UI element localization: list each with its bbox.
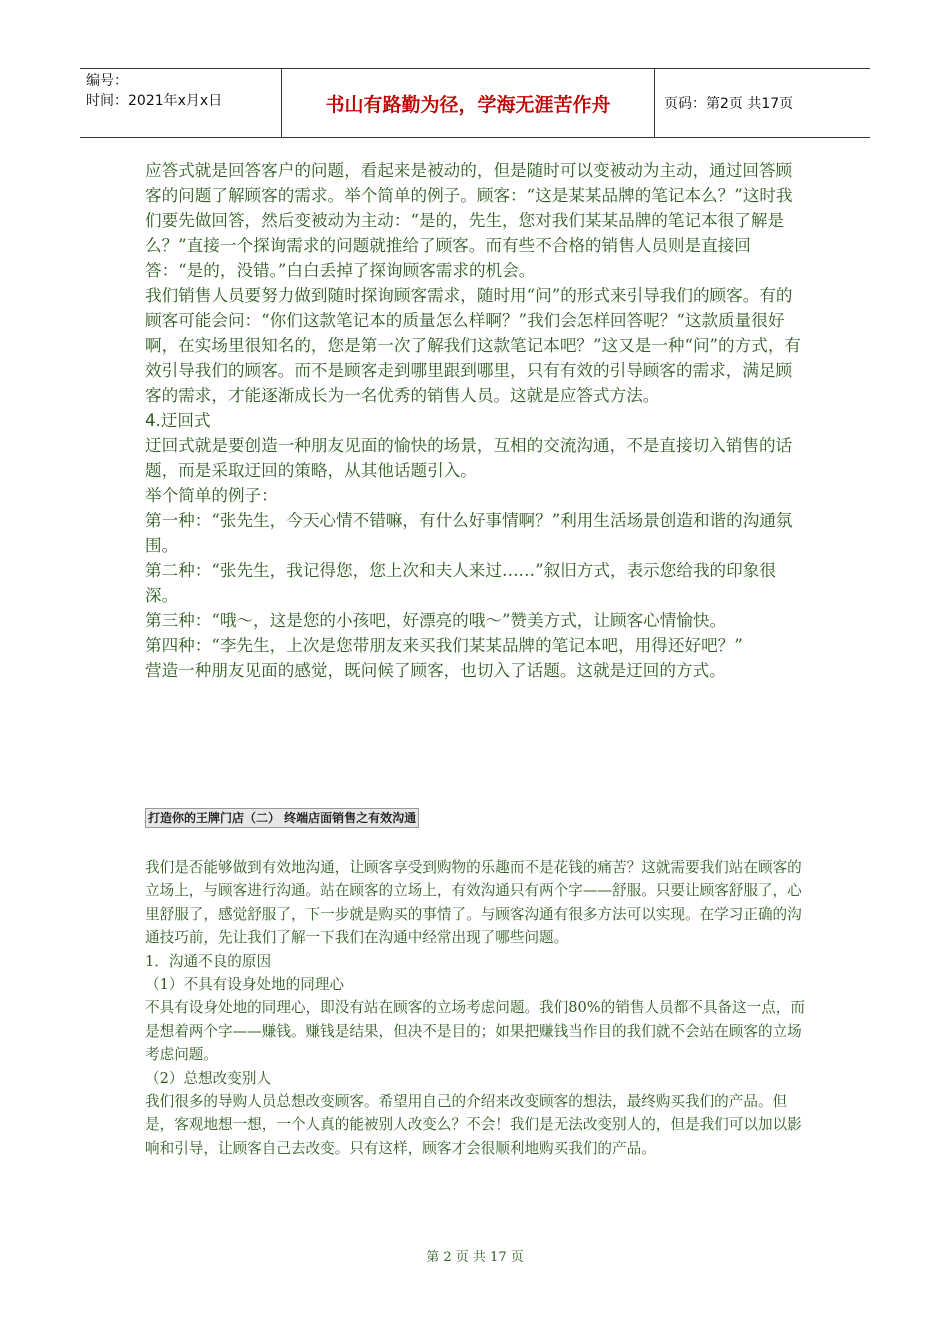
paragraph: 应答式就是回答客户的问题，看起来是被动的，但是随时可以变被动为主动，通过回答顾客的问题了解顾客的需求。举个简单的例子。顾客：“这是某某品牌的笔记本么？”这时我们要先做回答，然后变被动为主动：“是的，先生，您对我们某某品牌的笔记本很了解是么？”直接一个探询需求的问题就推给了顾客。而有些不合格的销售人员则是直接回答：“是的，没错。”白白丢掉了探询顾客需求的机会。 (145, 161, 793, 280)
paragraph: 我们销售人员要努力做到随时探询顾客需求，随时用“问”的形式来引导我们的顾客。有的顾客可能会问：“你们这款笔记本的质量怎么样啊？”我们会怎样回答呢？“这款质量很好啊，在实场里很知名的，您是第一次了解我们这款笔记本吧？”这又是一种“问”的方式，有效引导我们的顾客。而不是顾客走到哪里跟到哪里，只有有效的引导顾客的需求，满足顾客的需求，才能逐渐成长为一名优秀的销售人员。这就是应答式方法。 (145, 286, 802, 405)
paragraph: 第一种：“张先生，今天心情不错嘛，有什么好事情啊？”利用生活场景创造和谐的沟通氛围。 (145, 511, 793, 555)
subheading: （1）不具有设身处地的同理心 (145, 976, 345, 994)
paragraph: 我们是否能够做到有效地沟通，让顾客享受到购物的乐趣而不是花钱的痛苦？这就需要我们站在顾客的立场上，与顾客进行沟通。站在顾客的立场上，有效沟通只有两个字——舒服。只要让顾客舒服了，心里舒服了，感觉舒服了，下一步就是购买的事情了。与顾客沟通有很多方法可以实现。在学习正确的沟通技巧前，先让我们了解一下我们在沟通中经常出现了哪些问题。 (145, 859, 802, 947)
subheading: （2）总想改变别人 (145, 1069, 272, 1087)
paragraph: 迂回式就是要创造一种朋友见面的愉快的场景，互相的交流沟通，不是直接切入销售的话题，而是采取迂回的策略，从其他话题引入。 (145, 436, 793, 480)
section-heading-4: 4.迂回式 (145, 411, 211, 430)
paragraph: 第四种：“李先生，上次是您带朋友来买我们某某品牌的笔记本吧，用得还好吧？” (145, 636, 743, 655)
paragraph: 不具有设身处地的同理心，即没有站在顾客的立场考虑问题。我们80%的销售人员都不具备这一点，而是想着两个字——赚钱。赚钱是结果，但决不是目的；如果把赚钱当作目的我们就不会站在顾客的立场考虑问题。 (145, 999, 805, 1064)
paragraph: 第三种：“哦～，这是您的小孩吧，好漂亮的哦～”赞美方式，让顾客心情愉快。 (145, 611, 727, 630)
paragraph: 举个简单的例子： (145, 486, 278, 505)
subheading: 1．沟通不良的原因 (145, 952, 272, 970)
page-header (80, 68, 870, 138)
paragraph: 营造一种朋友见面的感觉，既问候了顾客，也切入了话题。这就是迂回的方式。 (145, 661, 726, 680)
body-part-2 (145, 856, 807, 1160)
body-part-1 (145, 158, 805, 683)
header-page-info: 页码：第2页 共17页 (664, 96, 794, 112)
paragraph: 第二种：“张先生，我记得您，您上次和夫人来过……”叙旧方式，表示您给我的印象很深。 (145, 561, 776, 605)
page-footer: 第 2 页 共 17 页 (426, 1250, 524, 1265)
time-label: 时间：2021年x月x日 (86, 93, 223, 109)
paragraph: 我们很多的导购人员总想改变顾客。希望用自己的介绍来改变顾客的想法，最终购买我们的产品。但是，客观地想一想，一个人真的能被别人改变么？不会！我们是无法改变别人的，但是我们可以加以影响和引导，让顾客自己去改变。只有这样，顾客才会很顺利地购买我们的产品。 (145, 1093, 802, 1157)
header-meta (80, 69, 282, 137)
header-motto: 书山有路勤为径，学海无涯苦作舟 (282, 69, 655, 137)
article-title: 打造你的王牌门店（二） 终端店面销售之有效沟通 (145, 808, 419, 828)
number-label: 编号： (86, 73, 128, 89)
